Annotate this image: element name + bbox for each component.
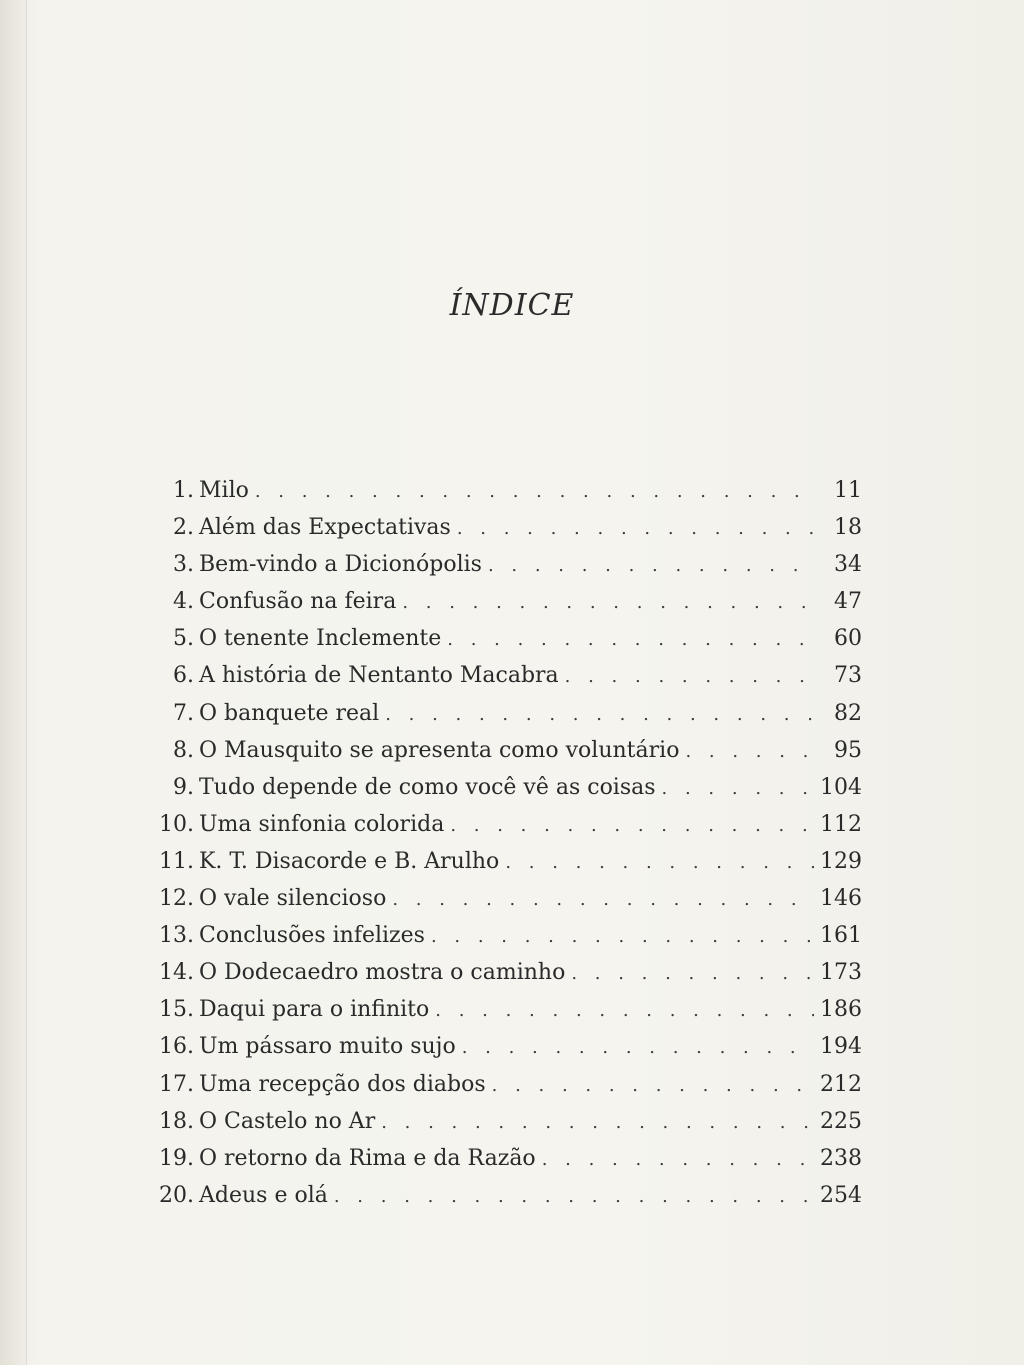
toc-entry (150, 1140, 862, 1177)
toc-entry-page: 104 (820, 774, 862, 800)
toc-entry-title: Bem-vindo a Dicionópolis (199, 552, 482, 578)
toc-entry-page: 254 (820, 1182, 862, 1208)
toc-entry (150, 657, 862, 694)
toc-entry (150, 695, 862, 732)
toc-entry-page: 173 (820, 960, 862, 986)
toc-entry-page: 95 (834, 737, 862, 763)
toc-entry-title: O Castelo no Ar (199, 1108, 376, 1134)
toc-entry-title: K. T. Disacorde e B. Arulho (199, 848, 500, 874)
toc-entry (150, 880, 862, 917)
toc-leader-dots (542, 1141, 814, 1178)
toc-entry (150, 991, 862, 1028)
toc-entry (150, 583, 862, 620)
toc-leader-dots (381, 1104, 814, 1141)
toc-entry-page: 82 (834, 700, 862, 726)
toc-entry-title: Uma sinfonia colorida (199, 811, 445, 837)
toc-leader-dots (565, 658, 816, 695)
toc-entry (150, 1066, 862, 1103)
toc-entry-number: 14. (159, 960, 194, 986)
toc-entry-number: 16. (159, 1034, 194, 1060)
toc-entry-page: 112 (820, 811, 862, 837)
toc-entry-title: Uma recepção dos diabos (199, 1071, 486, 1097)
toc-entry-number: 1. (173, 478, 194, 503)
toc-entry-number: 17. (159, 1071, 194, 1097)
toc-entry-title: O vale silencioso (199, 886, 387, 912)
toc-entry (150, 620, 862, 657)
toc-entry-title: O banquete real (199, 700, 380, 726)
toc-entry-number: 15. (159, 997, 194, 1023)
toc-entry-page: 212 (820, 1071, 862, 1097)
toc-entry-number: 20. (159, 1182, 194, 1208)
page-edge (0, 0, 27, 1365)
toc-entry-title: Conclusões infelizes (199, 923, 425, 949)
toc-entry-number: 13. (159, 923, 194, 949)
toc-entry-title: O retorno da Rima e da Razão (199, 1145, 536, 1171)
toc-entry-page: 146 (820, 886, 862, 912)
toc-entry (150, 472, 862, 509)
toc-entry-page: 225 (820, 1108, 862, 1134)
toc-entry-number: 12. (159, 886, 194, 912)
toc-entry (150, 1103, 862, 1140)
toc-entry-number: 10. (159, 811, 194, 837)
toc-leader-dots (255, 473, 816, 510)
toc-entry-title: O Dodecaedro mostra o caminho (199, 960, 566, 986)
toc-entry-number: 6. (173, 663, 194, 689)
toc-leader-dots (662, 770, 814, 807)
toc-entry-title: Tudo depende de como você vê as coisas (199, 774, 656, 800)
toc-entry-title: Milo (199, 478, 249, 503)
toc-entry-page: 238 (820, 1145, 862, 1171)
toc-entry-title: Além das Expectativas (199, 515, 451, 541)
toc-entry-title: A história de Nentanto Macabra (199, 663, 559, 689)
toc-entry-number: 18. (159, 1108, 194, 1134)
toc-leader-dots (571, 955, 814, 992)
toc-entry-number: 8. (173, 737, 194, 763)
toc-entry-title: Adeus e olá (199, 1182, 328, 1208)
toc-entry (150, 954, 862, 991)
toc-entry-number: 5. (173, 626, 194, 652)
toc-entry (150, 732, 862, 769)
toc-leader-dots (392, 881, 814, 918)
toc-entry-number: 11. (159, 848, 194, 874)
toc-entry (150, 1028, 862, 1065)
toc-leader-dots (685, 733, 816, 770)
toc-entry-number: 19. (159, 1145, 194, 1171)
toc-entry-title: O tenente Inclemente (199, 626, 442, 652)
toc-entry-page: 34 (834, 552, 862, 578)
toc-leader-dots (457, 510, 816, 547)
toc-entry (150, 1177, 862, 1214)
toc-leader-dots (385, 696, 816, 733)
page-title: ÍNDICE (449, 288, 575, 323)
toc-leader-dots (402, 584, 816, 621)
toc-entry-number: 4. (173, 589, 194, 615)
toc-leader-dots (450, 807, 814, 844)
toc-entry-title: Um pássaro muito sujo (199, 1034, 456, 1060)
toc-entry-title: Daqui para o infinito (199, 997, 430, 1023)
toc-entry-page: 194 (820, 1034, 862, 1060)
toc-entry-page: 73 (834, 663, 862, 689)
toc-entry-page: 129 (820, 848, 862, 874)
toc-entry-number: 2. (173, 515, 194, 541)
toc-entry-number: 7. (173, 700, 194, 726)
toc-entry (150, 806, 862, 843)
toc-leader-dots (505, 844, 814, 881)
toc-entry-page: 11 (834, 478, 862, 503)
toc-entry-number: 3. (173, 552, 194, 578)
table-of-contents (150, 472, 862, 1214)
toc-entry-page: 161 (820, 923, 862, 949)
toc-leader-dots (488, 547, 816, 584)
toc-leader-dots (334, 1178, 814, 1215)
toc-leader-dots (447, 621, 816, 658)
toc-entry-number: 9. (173, 774, 194, 800)
toc-entry-title: Confusão na feira (199, 589, 397, 615)
toc-entry (150, 769, 862, 806)
toc-leader-dots (435, 992, 814, 1029)
toc-leader-dots (492, 1067, 814, 1104)
toc-entry (150, 843, 862, 880)
toc-entry-page: 47 (834, 589, 862, 615)
toc-entry-page: 60 (834, 626, 862, 652)
toc-entry-page: 186 (820, 997, 862, 1023)
toc-leader-dots (462, 1029, 814, 1066)
toc-entry-title: O Mausquito se apresenta como voluntário (199, 737, 680, 763)
toc-entry (150, 917, 862, 954)
toc-leader-dots (431, 918, 814, 955)
toc-entry-page: 18 (834, 515, 862, 541)
toc-entry (150, 509, 862, 546)
toc-entry (150, 546, 862, 583)
